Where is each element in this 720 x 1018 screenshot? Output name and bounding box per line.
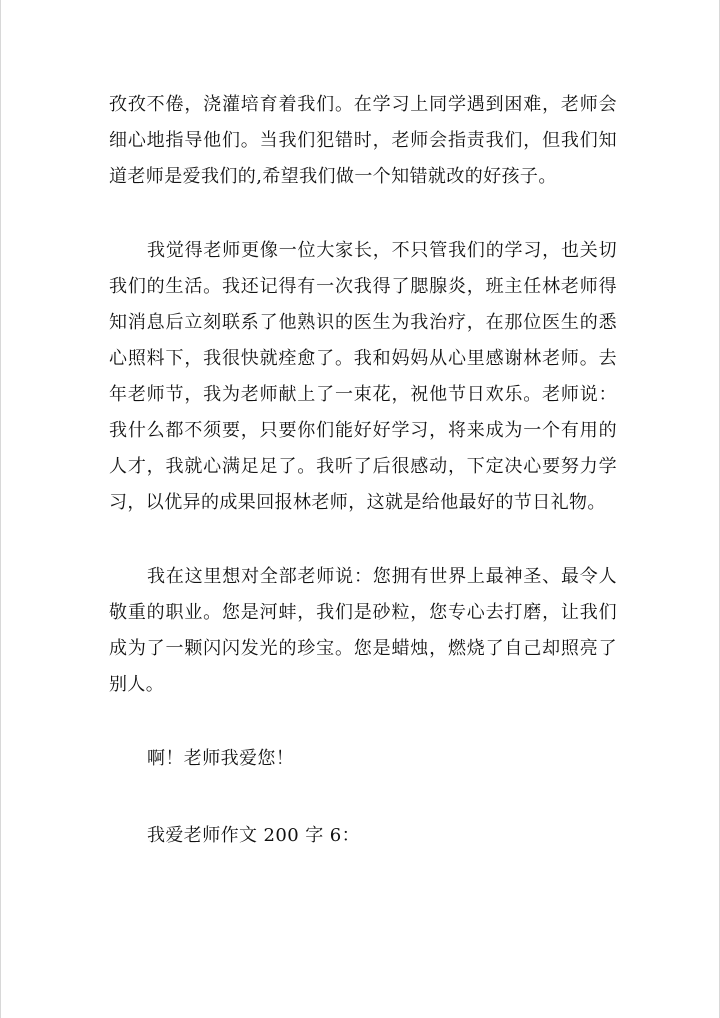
paragraph-to-all-teachers: 我在这里想对全部老师说：您拥有世界上最神圣、最令人敬重的职业。您是河蚌，我们是砂粒，您专心去打磨，让我们成为了一颗闪闪发光的珍宝。您是蜡烛，燃烧了自己却照亮了别人。 (109, 566, 617, 695)
document-body (109, 87, 617, 895)
paragraph-continuation: 孜孜不倦，浇灌培育着我们。在学习上同学遇到困难，老师会细心地指导他们。当我们犯错时，老师会指责我们，但我们知道老师是爱我们的,希望我们做一个知错就改的好孩子。 (109, 94, 617, 187)
paragraph-exclamation: 啊！老师我爱您！ (147, 748, 295, 769)
paragraph-teacher-as-parent: 我觉得老师更像一位大家长，不只管我们的学习，也关切我们的生活。我还记得有一次我得了腮腺炎，班主任林老师得知消息后立刻联系了他熟识的医生为我治疗，在那位医生的悉心照料下，我很快就痊愈了。我和妈妈从心里感谢林老师。去年老师节，我为老师献上了一束花，祝他节日欢乐。老师说：我什么都不须要，只要你们能好好学习，将来成为一个有用的人才，我就心满足足了。我听了后很感动，下定决心要努力学习，以优异的成果回报林老师，这就是给他最好的节日礼物。 (109, 240, 617, 513)
essay-heading: 我爱老师作文 200 字 6： (147, 825, 360, 846)
